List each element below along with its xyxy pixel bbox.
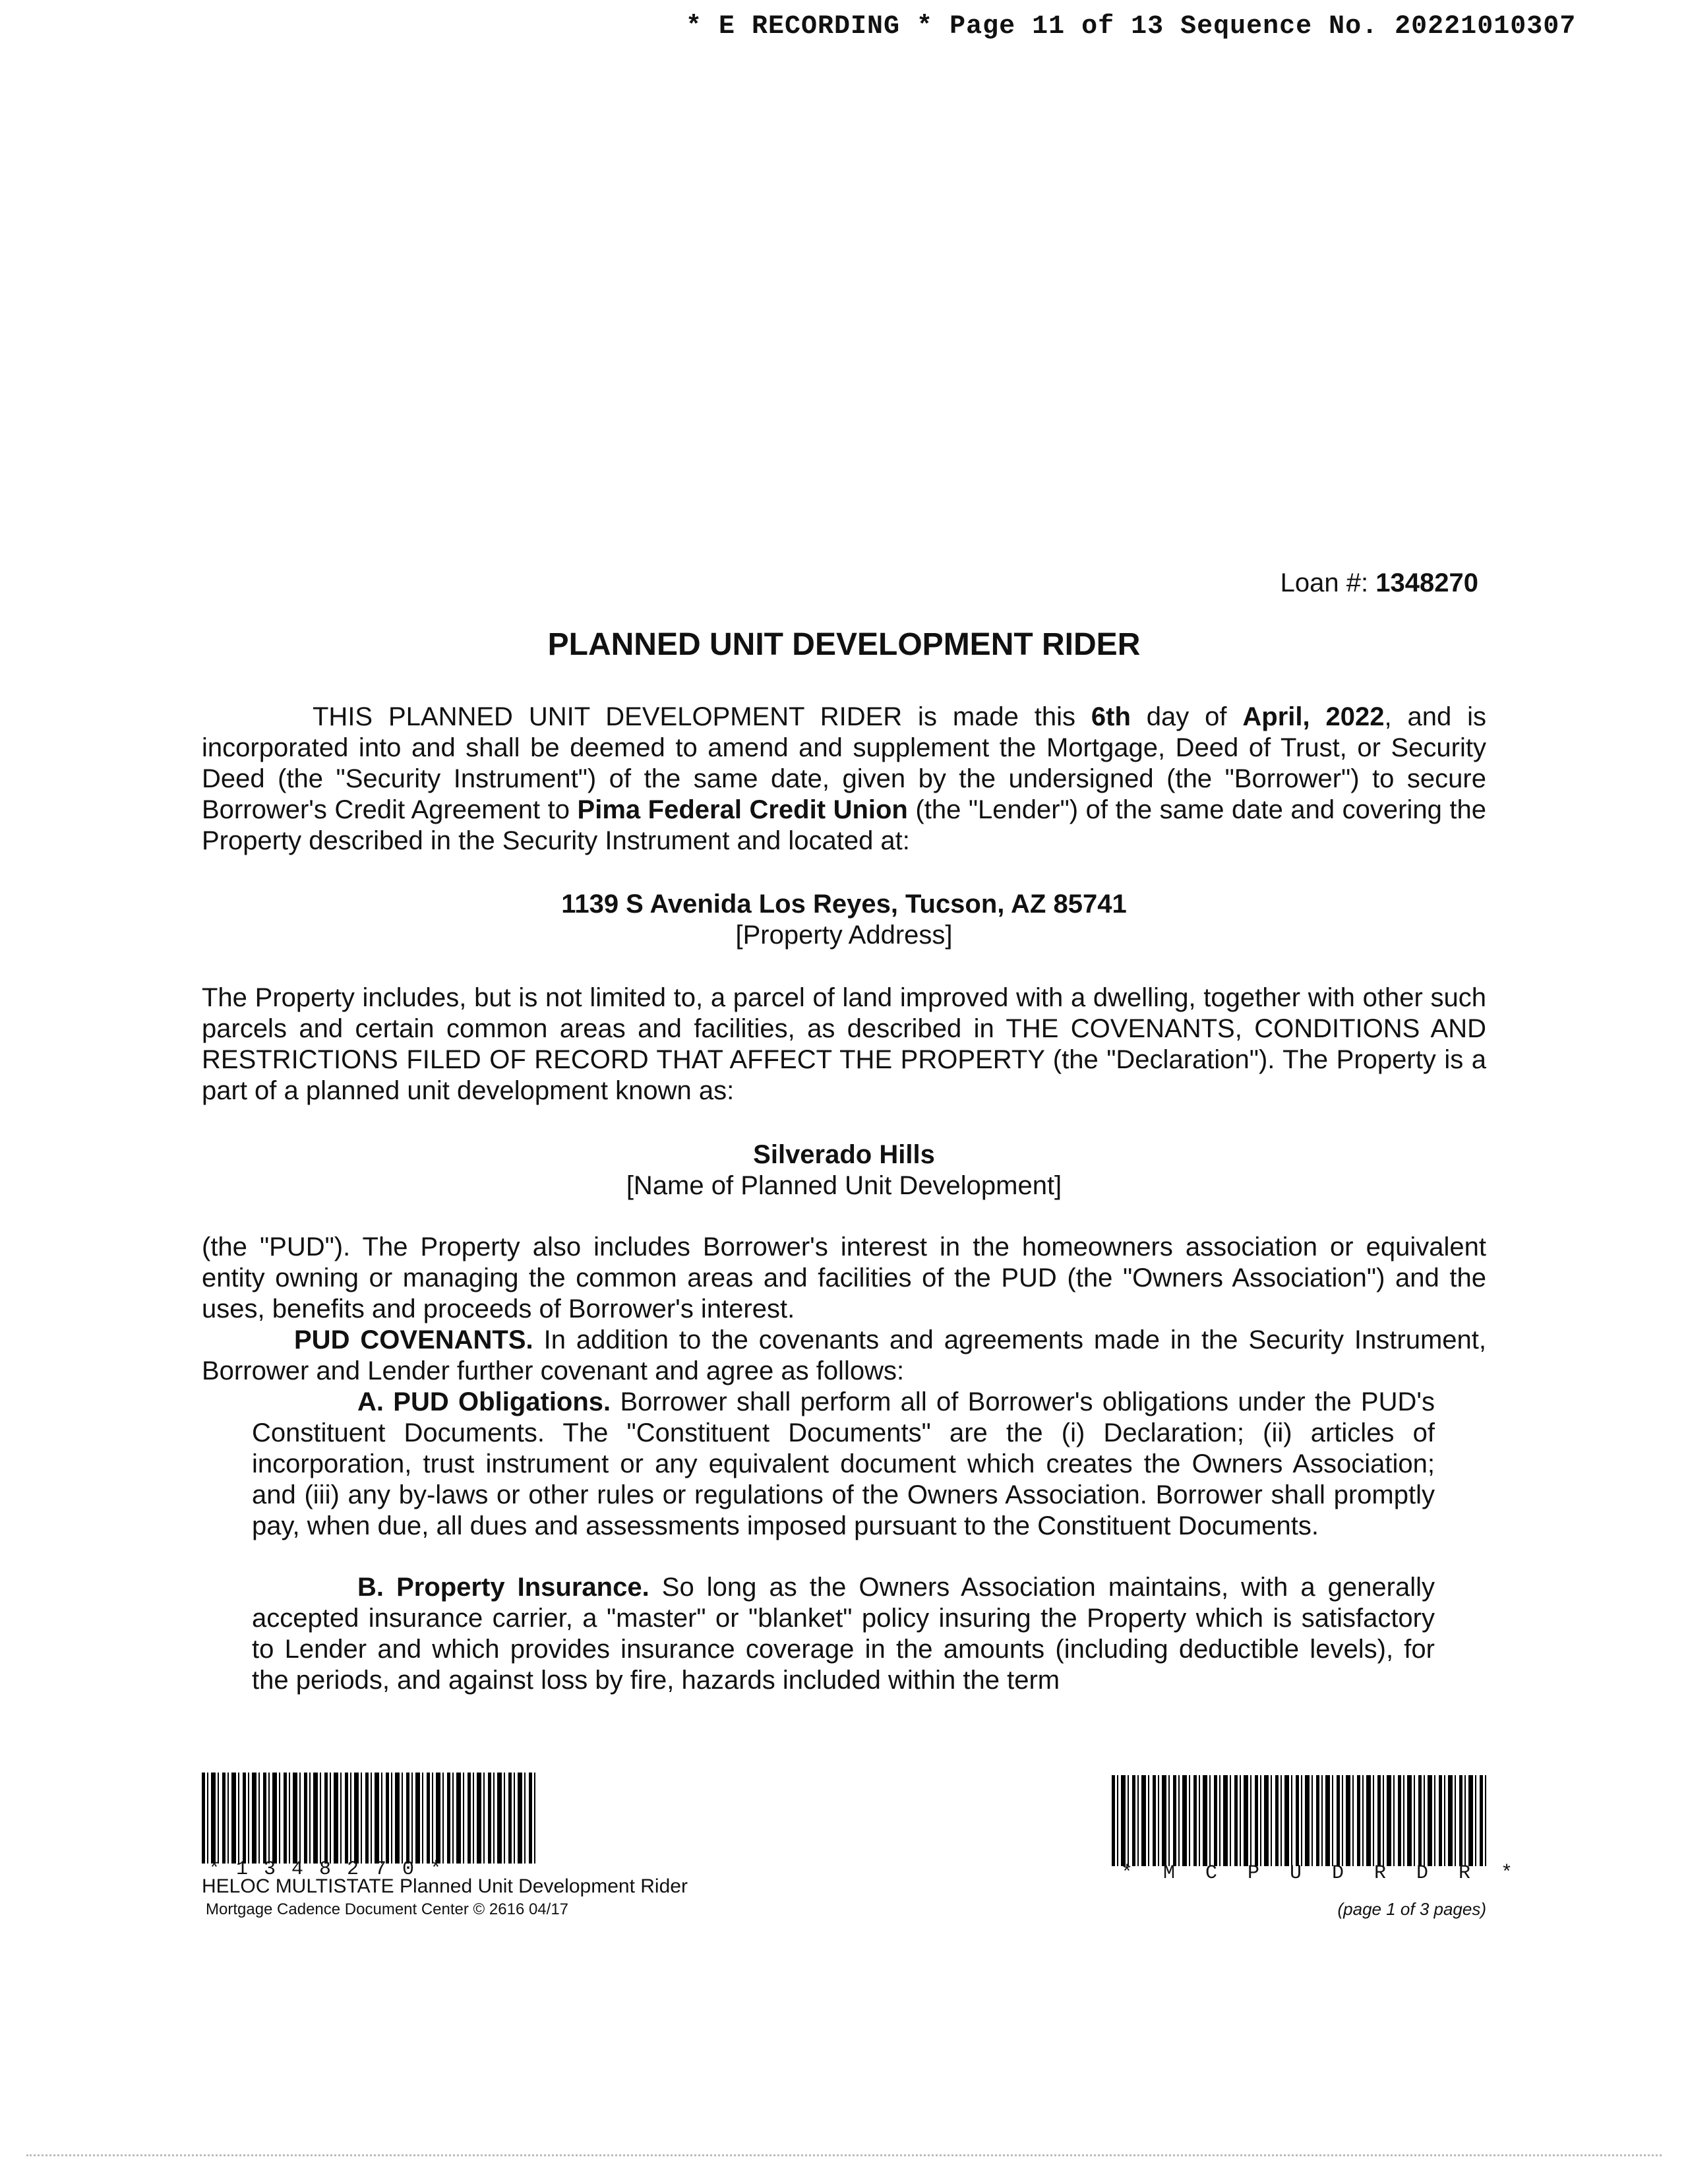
pud-paragraph: (the "PUD"). The Property also includes Borrower's interest in the homeowners association or equivalent entity owning or managing the common areas and facilities of the PUD (the "Owners Association") and the uses, benefits and proceeds of Borrower's interest. (202, 1232, 1486, 1323)
lender-name: Pima Federal Credit Union (577, 795, 908, 824)
rider-day: 6th (1091, 702, 1131, 731)
loan-label: Loan #: (1280, 568, 1369, 597)
property-address-label: [Property Address] (735, 921, 953, 950)
recording-header: * E RECORDING * Page 11 of 13 Sequence No. 20221010307 (686, 12, 1577, 42)
intro-paragraph: THIS PLANNED UNIT DEVELOPMENT RIDER is made this 6th day of April, 2022, and is incorporated into and shall be deemed to amend and supplement the Mortgage, Deed of Trust, or Security Deed (the "Security Instrument") of the same date, given by the undersigned (the "Borrower") to secure Borrower's Credit Agreement to Pima Federal Credit Union (the "Lender") of the same date and covering the Property described in the Security Instrument and located at: (202, 702, 1487, 855)
section-a-heading: A. PUD Obligations. (357, 1387, 611, 1416)
loan-barcode (202, 1773, 538, 1864)
loan-number: 1348270 (1375, 568, 1478, 597)
declaration-paragraph: The Property includes, but is not limited to, a parcel of land improved with a dwelling, together with other such parcels and certain common areas and facilities, as described in THE COVENANTS, CONDITIONS AND RESTRICTIONS FILED OF RECORD THAT AFFECT THE PROPERTY (the "Declaration"). The Property is a part of a planned unit development known as: (202, 983, 1486, 1105)
pud-covenants-heading: PUD COVENANTS. (294, 1325, 533, 1354)
property-address-block (0, 889, 1688, 951)
form-source: Mortgage Cadence Document Center © 2616 04/17 (206, 1900, 569, 1918)
pud-name: Silverado Hills (753, 1140, 935, 1169)
rider-month-year: April, 2022 (1242, 702, 1385, 731)
pud-name-block (0, 1139, 1688, 1201)
pud-covenants-paragraph: PUD COVENANTS. In addition to the covenants and agreements made in the Security Instrument, Borrower and Lender further covenant and agree as follows: (202, 1325, 1486, 1385)
loan-number-line (1281, 568, 1478, 598)
form-barcode-text: *MCPUDRDR* (1121, 1862, 1544, 1885)
scan-artifact-line (26, 2154, 1662, 2158)
pud-name-label: [Name of Planned Unit Development] (626, 1171, 1062, 1200)
section-b-paragraph: B. Property Insurance. So long as the Owners Association maintains, with a generally accepted insurance carrier, a "master" or "blanket" policy insuring the Property which is satisfactory to Lender and which provides insurance coverage in the amounts (including deductible levels), for the periods, and against loss by fire, hazards included within the term (252, 1573, 1435, 1695)
section-b-heading: B. Property Insurance. (357, 1573, 649, 1602)
loan-barcode-text: *1348270* (208, 1858, 458, 1881)
section-a-paragraph: A. PUD Obligations. Borrower shall perform all of Borrower's obligations under the PUD's Constituent Documents. The "Constituent Documents" are the (i) Declaration; (ii) articles of incorporation, trust instrument or any equivalent document which creates the Owners Association; and (iii) any by-laws or other rules or regulations of the Owners Association. Borrower shall promptly pay, when due, all dues and assessments imposed pursuant to the Constituent Documents. (252, 1387, 1435, 1540)
document-title: PLANNED UNIT DEVELOPMENT RIDER (547, 627, 1141, 662)
form-barcode (1112, 1775, 1486, 1866)
page-count: (page 1 of 3 pages) (1337, 1899, 1486, 1919)
form-name: HELOC MULTISTATE Planned Unit Development Rider (202, 1875, 688, 1897)
property-address: 1139 S Avenida Los Reyes, Tucson, AZ 85741 (561, 890, 1127, 919)
